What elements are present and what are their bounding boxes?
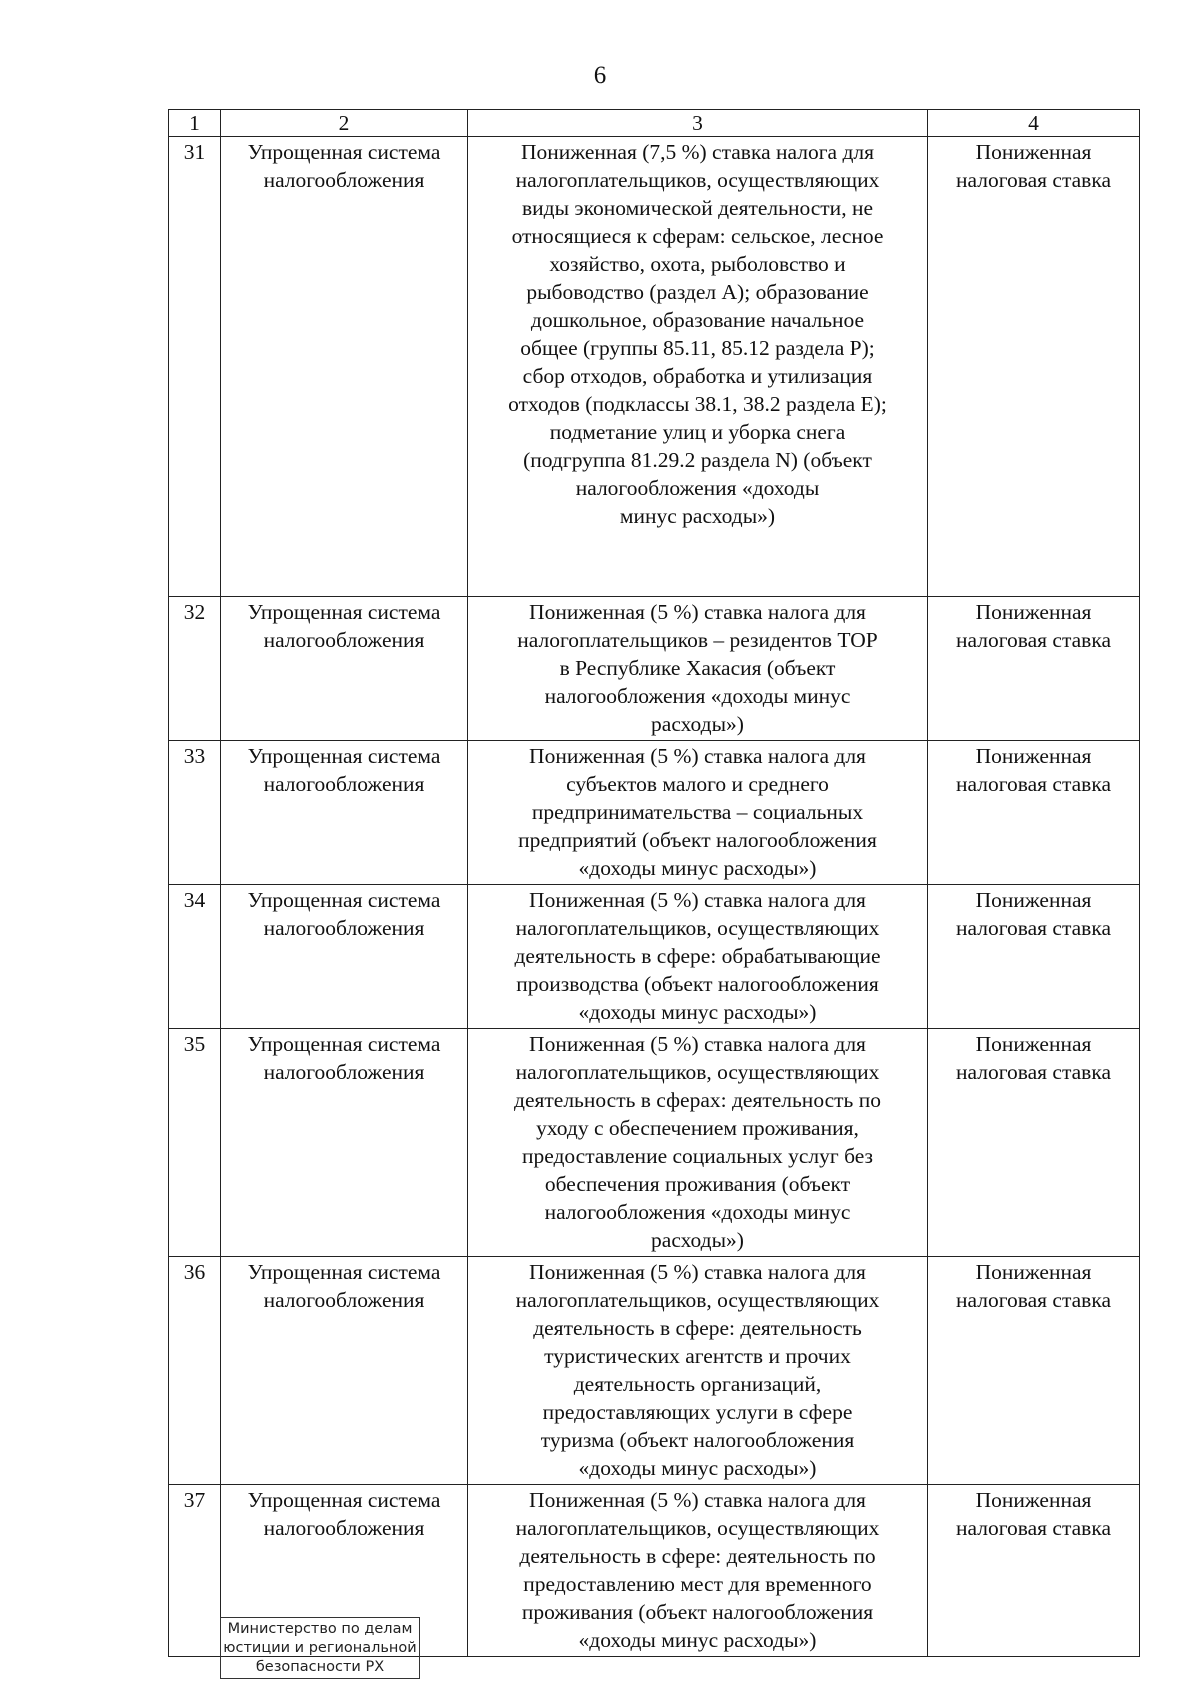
benefit-description-cell: Пониженная (7,5 %) ставка налога для налогоплательщиков, осуществляющих виды экономической деятельности, не относящиеся к сферам: сельское, лесное хозяйство, охота, рыболовство и рыбоводство (раздел А); образование дошкольное, образование начальное общее (группы 85.11, 85.12 раздела Р); сбор отходов, обработка и утилизация отходов (подклассы 38.1, 38.2 раздела Е); подметание улиц и уборка снега (подгруппа 81.29.2 раздела N) (объект налогообложения «доходы минус расходы») [468,137,928,597]
table-row [169,597,1140,741]
page-number: 6 [593,62,607,89]
benefit-description-cell: Пониженная (5 %) ставка налога для субъектов малого и среднего предпринимательства – социальных предприятий (объект налогообложения «доходы минус расходы») [468,741,928,885]
benefit-type-cell: Пониженная налоговая ставка [928,1485,1140,1657]
benefit-type-cell: Пониженная налоговая ставка [928,137,1140,597]
header-cell: 1 [169,110,221,137]
tax-system-cell: Упрощенная система налогообложения [221,1485,468,1657]
benefit-description-cell: Пониженная (5 %) ставка налога для налогоплательщиков, осуществляющих деятельность в сферах: деятельность по уходу с обеспечением проживания, предоставление социальных услуг без обеспечения проживания (объект налогообложения «доходы минус расходы») [468,1029,928,1257]
ministry-stamp: Министерство по делам юстиции и региональной безопасности РХ [220,1617,420,1679]
tax-benefits-table [168,109,1140,1657]
row-number: 37 [169,1485,221,1657]
table-row [169,1257,1140,1485]
tax-system-cell: Упрощенная система налогообложения [221,1029,468,1257]
benefit-description-cell: Пониженная (5 %) ставка налога для налогоплательщиков, осуществляющих деятельность в сфере: деятельность туристических агентств и прочих деятельность организаций, предоставляющих услуги в сфере туризма (объект налогообложения «доходы минус расходы») [468,1257,928,1485]
tax-system-cell: Упрощенная система налогообложения [221,1257,468,1485]
table-row [169,885,1140,1029]
row-number: 34 [169,885,221,1029]
benefit-type-cell: Пониженная налоговая ставка [928,885,1140,1029]
row-number: 31 [169,137,221,597]
tax-system-cell: Упрощенная система налогообложения [221,137,468,597]
row-number: 35 [169,1029,221,1257]
benefit-description-cell: Пониженная (5 %) ставка налога для налогоплательщиков, осуществляющих деятельность в сфере: деятельность по предоставлению мест для временного проживания (объект налогообложения «доходы минус расходы») [468,1485,928,1657]
row-number: 36 [169,1257,221,1485]
tax-system-cell: Упрощенная система налогообложения [221,741,468,885]
benefit-type-cell: Пониженная налоговая ставка [928,741,1140,885]
header-cell: 4 [928,110,1140,137]
table-row [169,1029,1140,1257]
benefit-description-cell: Пониженная (5 %) ставка налога для налогоплательщиков, осуществляющих деятельность в сфере: обрабатывающие производства (объект налогообложения «доходы минус расходы») [468,885,928,1029]
header-cell: 2 [221,110,468,137]
row-number: 32 [169,597,221,741]
table-row [169,137,1140,597]
benefit-type-cell: Пониженная налоговая ставка [928,597,1140,741]
row-number: 33 [169,741,221,885]
header-cell: 3 [468,110,928,137]
tax-system-cell: Упрощенная система налогообложения [221,597,468,741]
benefit-type-cell: Пониженная налоговая ставка [928,1029,1140,1257]
benefit-type-cell: Пониженная налоговая ставка [928,1257,1140,1485]
table-row [169,741,1140,885]
table-header-row [169,110,1140,137]
benefit-description-cell: Пониженная (5 %) ставка налога для налогоплательщиков – резидентов ТОР в Республике Хакасия (объект налогообложения «доходы минус расходы») [468,597,928,741]
tax-system-cell: Упрощенная система налогообложения [221,885,468,1029]
